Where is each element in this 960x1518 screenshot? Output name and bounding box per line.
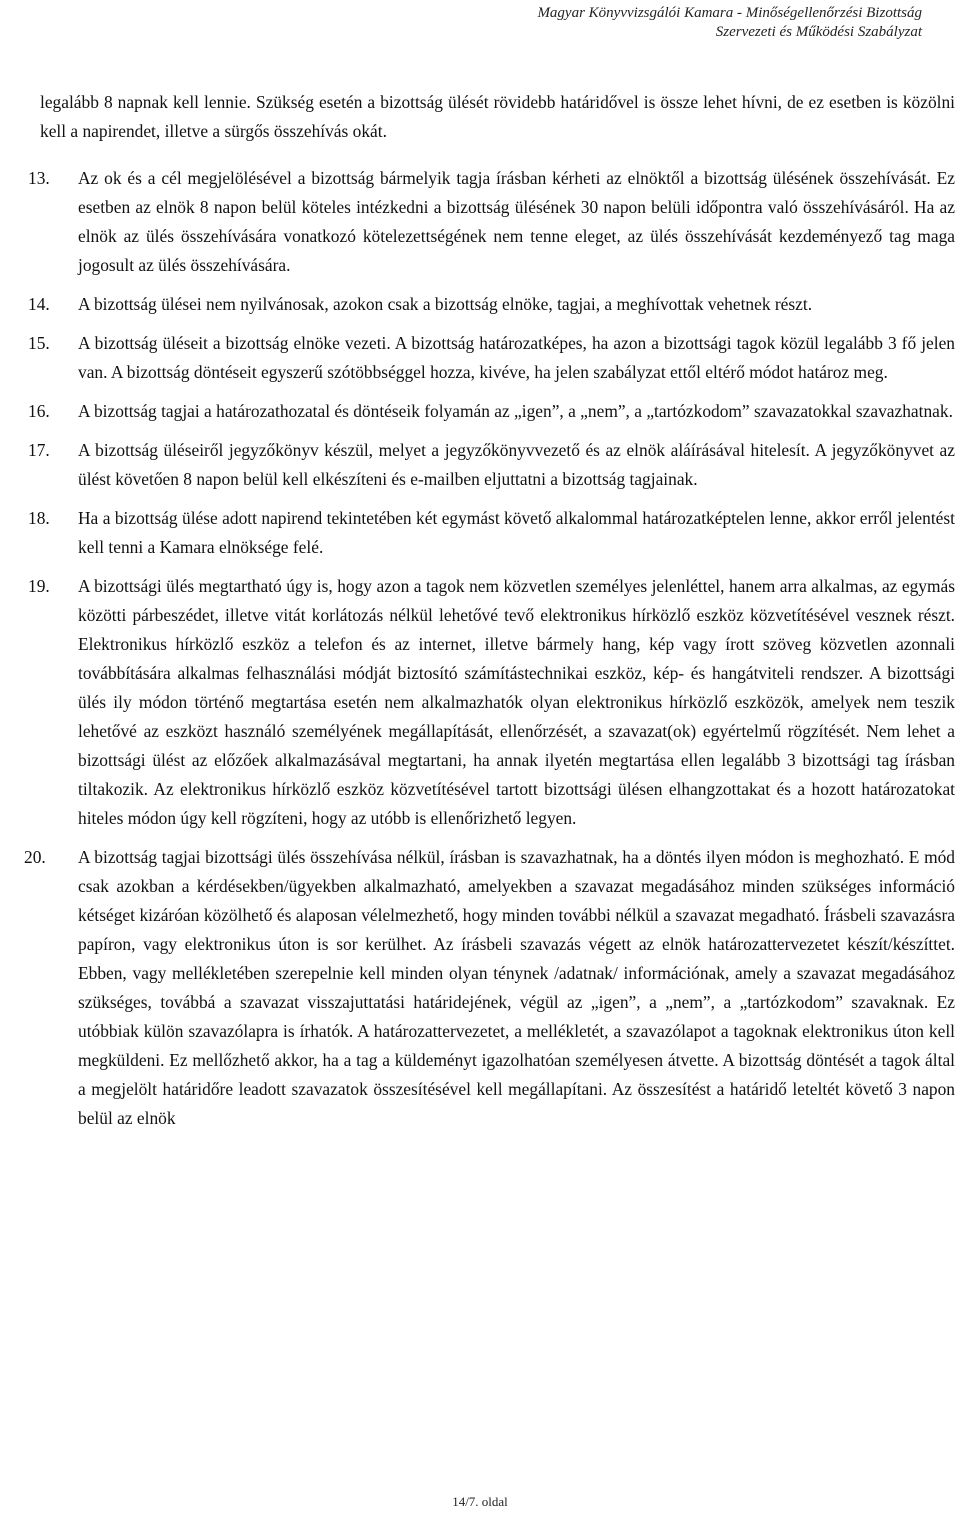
intro-paragraph: legalább 8 napnak kell lennie. Szükség esetén a bizottság ülését rövidebb határidővel is össze lehet hívni, de ez esetben is közölni kell a napirendet, illetve a sürgős összehívás okát. — [40, 92, 955, 141]
page-header — [537, 4, 922, 42]
paragraph-text: A bizottsági ülés megtartható úgy is, hogy azon a tagok nem közvetlen személyes jelenléttel, hanem arra alkalmas, az egymás közötti párbeszédet, illetve vitát korlátozás nélkül lehetővé tevő elektronikus hírközlő eszköz közvetítésével vesznek részt. Elektronikus hírközlő eszköz a telefon és az internet, illetve bármely hang, kép vagy írott szöveg közvetlen azonnali továbbítására alkalmas felhasználási módját biztosító számítástechnikai eszköz, kép- és hangátviteli rendszer. A bizottsági ülés ily módon történő megtartása esetén nem alkalmazhatók olyan elektronikus hírközlő eszközök, amelyek nem teszik lehetővé az eszközt használó személyének megállapítását, ellenőrzését, a szavazat(ok) egyértelmű rögzítését. Nem lehet a bizottsági ülést az előzőek alkalmazásával megtartani, ha annak ilyetén megtartása ellen legalább 3 bizottsági tag írásban tiltakozik. Az elektronikus hírközlő eszköz közvetítésével tartott bizottsági ülésen elhangzottakat és a hozott határozatokat hiteles módon úgy kell rögzíteni, hogy az utóbb is ellenőrizhető legyen. — [78, 576, 955, 828]
document-body — [24, 88, 955, 1143]
paragraph-text: Az ok és a cél megjelölésével a bizottság bármelyik tagja írásban kérheti az elnöktől a bizottság ülésének összehívását. Ez esetben az elnök 8 napon belül köteles intézkedni a bizottság ülésének 30 napon belüli időpontra való összehívásáról. Ha az elnök az ülés összehívására vonatkozó kötelezettségének nem tenne eleget, az ülés összehívását kezdeményező tag maga jogosult az ülés összehívására. — [78, 168, 955, 275]
page-footer — [0, 1494, 960, 1510]
paragraph-number: 20. — [24, 847, 46, 867]
paragraph-text: A bizottság tagjai a határozathozatal és döntéseik folyamán az „igen”, a „nem”, a „tartózkodom” szavazatokkal szavazhatnak. — [78, 401, 953, 421]
page-number: 14/7. oldal — [452, 1494, 508, 1509]
paragraph-text: A bizottság üléseit a bizottság elnöke vezeti. A bizottság határozatképes, ha azon a bizottsági tagok közül legalább 3 fő jelen van. A bizottság döntéseit egyszerű szótöbbséggel hozza, kivéve, ha jelen szabályzat ettől eltérő módot határoz meg. — [78, 333, 955, 382]
paragraph-text: Ha a bizottság ülése adott napirend tekintetében két egymást követő alkalommal határozatképtelen lenne, akkor erről jelentést kell tenni a Kamara elnöksége felé. — [78, 508, 955, 557]
paragraph-number: 15. — [28, 333, 50, 353]
paragraph-13 — [28, 164, 955, 280]
paragraph-19 — [28, 572, 955, 833]
paragraph-15 — [28, 329, 955, 387]
paragraph-text: A bizottság üléseiről jegyzőkönyv készül, melyet a jegyzőkönyvvezető és az elnök aláírásával hitelesít. A jegyzőkönyvet az ülést követően 8 napon belül kell elkészíteni és e-mailben eljuttatni a bizottság tagjainak. — [78, 440, 955, 489]
paragraph-text: A bizottság ülései nem nyilvánosak, azokon csak a bizottság elnöke, tagjai, a meghívottak vehetnek részt. — [78, 294, 813, 314]
header-organization: Magyar Könyvvizsgálói Kamara - Minőségellenőrzési Bizottság — [537, 5, 922, 21]
paragraph-20 — [24, 843, 955, 1133]
paragraph-18 — [28, 504, 955, 562]
paragraph-text: A bizottság tagjai bizottsági ülés összehívása nélkül, írásban is szavazhatnak, ha a döntés ilyen módon is meghozható. E mód csak azokban a kérdésekben/ügyekben alkalmazható, amelyekben a szavazat megadásához minden szükséges információ kétséget kizáróan közölhető és alaposan vélelmezhető, hogy minden további nélkül a szavazat megadható. Írásbeli szavazásra papíron, vagy elektronikus úton is sor kerülhet. Az írásbeli szavazás végett az elnök határozattervezetet készít/készíttet. Ebben, vagy mellékletében szerepelnie kell minden olyan ténynek /adatnak/ információnak, amely a szavazat megadásához szükséges, továbbá a szavazat visszajuttatási határidejének, végül az „igen”, a „nem”, a „tartózkodom” szavaknak. Ez utóbbiak külön szavazólapra is írhatók. A határozattervezetet, a mellékletét, a szavazólapot a tagoknak elektronikus úton kell megküldeni. Ez mellőzhető akkor, ha a tag a küldeményt igazolhatóan személyesen átvette. A bizottság döntését a tagok által a megjelölt határidőre leadott szavazatok összesítésével kell megállapítani. Az összesítést a határidő leteltét követő 3 napon belül az elnök — [78, 847, 955, 1128]
paragraph-14 — [28, 290, 955, 319]
paragraph-number: 19. — [28, 576, 50, 596]
paragraph-number: 16. — [28, 401, 50, 421]
paragraph-17 — [28, 436, 955, 494]
paragraph-16 — [28, 397, 955, 426]
paragraph-number: 18. — [28, 508, 50, 528]
paragraph-number: 13. — [28, 168, 50, 188]
paragraph-number: 17. — [28, 440, 50, 460]
header-document-title: Szervezeti és Működési Szabályzat — [715, 24, 922, 40]
paragraph-number: 14. — [28, 294, 50, 314]
